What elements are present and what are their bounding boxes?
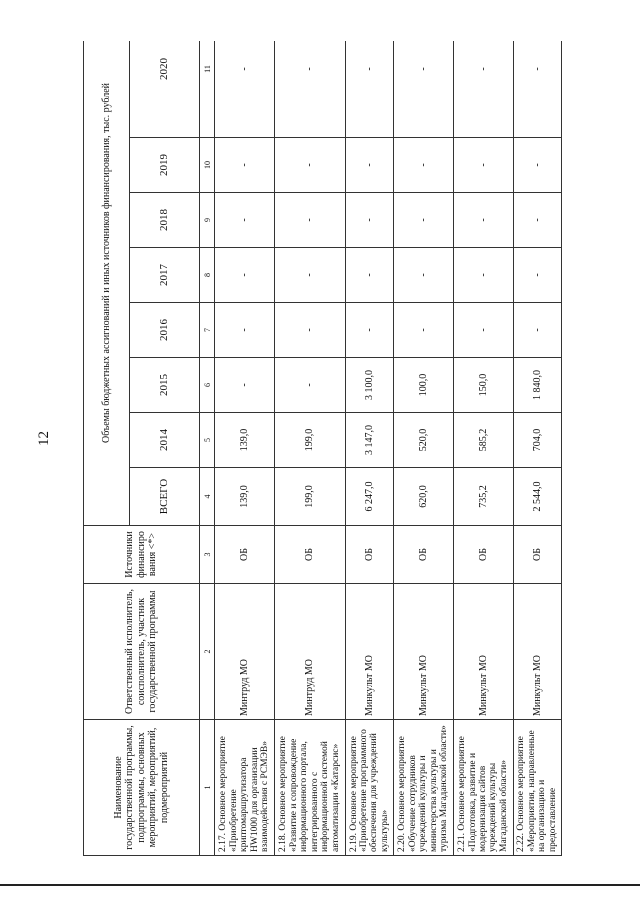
header-year: 2014 bbox=[130, 413, 200, 468]
column-number: 2 bbox=[200, 584, 215, 720]
header-year: 2020 bbox=[130, 41, 200, 138]
row-value: - bbox=[394, 193, 454, 248]
row-name: 2.19. Основное мероприятие «Приобретение программного обеспечения для учреждений культуры» bbox=[345, 720, 393, 856]
rotated-table-container bbox=[83, 41, 562, 856]
row-value: 704,0 bbox=[513, 413, 561, 468]
row-value: - bbox=[215, 193, 275, 248]
table-frame bbox=[83, 41, 562, 856]
page-number: 12 bbox=[36, 431, 52, 446]
row-total: 139,0 bbox=[215, 468, 275, 526]
header-year: 2018 bbox=[130, 193, 200, 248]
column-number-row bbox=[200, 41, 215, 856]
header-year: 2016 bbox=[130, 303, 200, 358]
row-value: - bbox=[274, 138, 345, 193]
table-row bbox=[453, 41, 513, 856]
row-value: 520,0 bbox=[394, 413, 454, 468]
row-value: - bbox=[274, 303, 345, 358]
row-value: - bbox=[215, 303, 275, 358]
row-value: - bbox=[215, 138, 275, 193]
row-source: ОБ bbox=[215, 526, 275, 584]
header-executor: Ответственный исполнитель, соисполнитель, участник государственной программы bbox=[84, 584, 200, 720]
row-value: - bbox=[345, 138, 393, 193]
row-value: - bbox=[215, 248, 275, 303]
row-name: 2.17. Основное мероприятие «Приобретение криптомаршрутизатора HW1000 для организации взаимодействия с РСМЭВ» bbox=[215, 720, 275, 856]
row-value: - bbox=[513, 41, 561, 138]
row-executor: Минкульт МО bbox=[345, 584, 393, 720]
row-value: 3 147,0 bbox=[345, 413, 393, 468]
row-value: - bbox=[394, 41, 454, 138]
row-name: 2.18. Основное мероприятие «Развитие и сопровождение информационного портала, интегрированного с информационной системой автоматизации «Катарсис» bbox=[274, 720, 345, 856]
column-number: 11 bbox=[200, 41, 215, 138]
row-value: 150,0 bbox=[453, 358, 513, 413]
row-total: 735,2 bbox=[453, 468, 513, 526]
table-row bbox=[345, 41, 393, 856]
table-row bbox=[215, 41, 275, 856]
header-funding-group: Объемы бюджетных ассигнований и иных источников финансирования, тыс. рублей bbox=[84, 41, 130, 526]
row-value: - bbox=[345, 248, 393, 303]
row-name: 2.21. Основное мероприятие «Подготовка, развитие и модернизация сайтов учреждений культуры Магаданской области» bbox=[453, 720, 513, 856]
header-total: ВСЕГО bbox=[130, 468, 200, 526]
row-value: 3 100,0 bbox=[345, 358, 393, 413]
column-number: 7 bbox=[200, 303, 215, 358]
footer-rule bbox=[0, 884, 640, 886]
row-executor: Минкульт МО bbox=[513, 584, 561, 720]
row-source: ОБ bbox=[394, 526, 454, 584]
header-source: Источники финансиро вания <*> bbox=[84, 526, 200, 584]
row-value: - bbox=[274, 193, 345, 248]
row-value: - bbox=[453, 303, 513, 358]
row-value: - bbox=[453, 41, 513, 138]
column-number: 3 bbox=[200, 526, 215, 584]
column-number: 1 bbox=[200, 720, 215, 856]
row-value: - bbox=[513, 248, 561, 303]
header-year: 2017 bbox=[130, 248, 200, 303]
row-name: 2.20. Основное мероприятие «Обучение сотрудников учреждений культуры и министерства культуры и туризма Магаданской области» bbox=[394, 720, 454, 856]
row-value: - bbox=[274, 41, 345, 138]
row-executor: Минкульт МО bbox=[453, 584, 513, 720]
row-total: 620,0 bbox=[394, 468, 454, 526]
row-value: - bbox=[394, 303, 454, 358]
column-number: 5 bbox=[200, 413, 215, 468]
row-total: 2 544,0 bbox=[513, 468, 561, 526]
row-source: ОБ bbox=[345, 526, 393, 584]
row-value: - bbox=[453, 248, 513, 303]
row-value: 199,0 bbox=[274, 413, 345, 468]
row-value: - bbox=[394, 248, 454, 303]
row-value: 1 840,0 bbox=[513, 358, 561, 413]
row-source: ОБ bbox=[274, 526, 345, 584]
row-value: - bbox=[215, 358, 275, 413]
header-year: 2015 bbox=[130, 358, 200, 413]
header-year: 2019 bbox=[130, 138, 200, 193]
header-name: Наименование государственной программы, подпрограммы, основных мероприятий, мероприятий, подмероприятий bbox=[84, 720, 200, 856]
row-value: - bbox=[215, 41, 275, 138]
table-row bbox=[394, 41, 454, 856]
row-value: - bbox=[345, 41, 393, 138]
row-source: ОБ bbox=[513, 526, 561, 584]
row-value: 139,0 bbox=[215, 413, 275, 468]
row-value: 100,0 bbox=[394, 358, 454, 413]
column-number: 4 bbox=[200, 468, 215, 526]
column-number: 8 bbox=[200, 248, 215, 303]
row-value: - bbox=[274, 248, 345, 303]
row-value: - bbox=[274, 358, 345, 413]
column-number: 10 bbox=[200, 138, 215, 193]
row-total: 199,0 bbox=[274, 468, 345, 526]
row-value: - bbox=[453, 193, 513, 248]
row-value: - bbox=[513, 138, 561, 193]
row-value: - bbox=[453, 138, 513, 193]
row-executor: Минтруд МО bbox=[274, 584, 345, 720]
column-number: 6 bbox=[200, 358, 215, 413]
row-value: - bbox=[394, 138, 454, 193]
table-row bbox=[274, 41, 345, 856]
row-value: - bbox=[345, 303, 393, 358]
row-total: 6 247,0 bbox=[345, 468, 393, 526]
row-value: - bbox=[513, 303, 561, 358]
table-row bbox=[513, 41, 561, 856]
funding-table bbox=[83, 41, 562, 856]
column-number: 9 bbox=[200, 193, 215, 248]
row-name: 2.22. Основное мероприятие «Мероприятия, направленные на организацию и предоставление bbox=[513, 720, 561, 856]
row-value: - bbox=[513, 193, 561, 248]
row-source: ОБ bbox=[453, 526, 513, 584]
row-executor: Минкульт МО bbox=[394, 584, 454, 720]
row-value: 585,2 bbox=[453, 413, 513, 468]
row-value: - bbox=[345, 193, 393, 248]
row-executor: Минтруд МО bbox=[215, 584, 275, 720]
